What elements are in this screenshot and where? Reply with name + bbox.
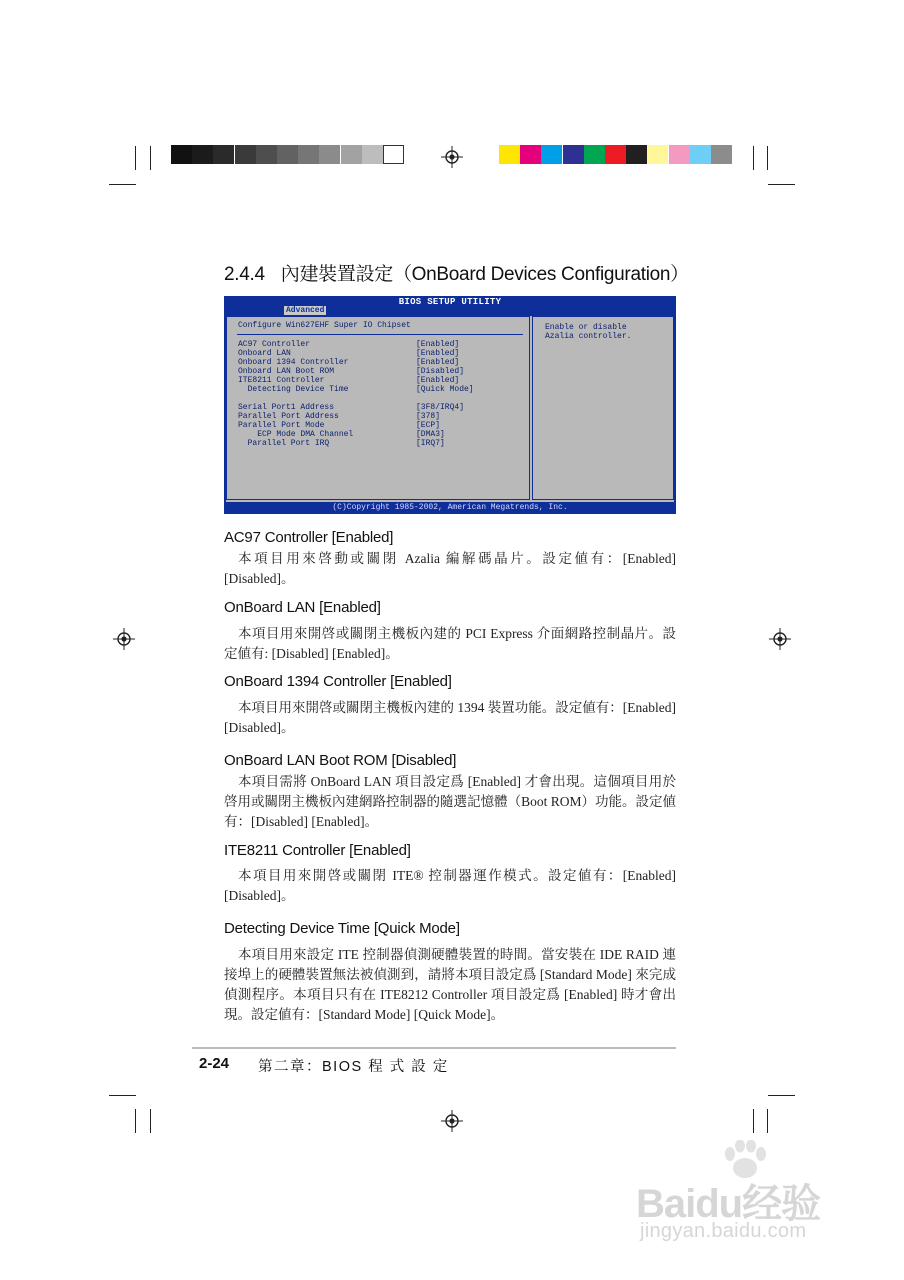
color-swatch (192, 145, 213, 164)
bios-setting-label: Onboard LAN Boot ROM (238, 367, 335, 376)
bios-setting-row[interactable] (238, 376, 528, 385)
footer-divider (192, 1047, 676, 1049)
bios-setting-label: Serial Port1 Address (238, 403, 335, 412)
color-swatch (319, 145, 340, 164)
bios-setting-row[interactable] (238, 412, 528, 421)
item-description: 本項目用來開啓或關閉主機板內建的 PCI Express 介面網路控制晶片。設定値有: [Disabled] [Enabled]。 (224, 626, 676, 661)
bios-setting-value[interactable]: [378] (416, 412, 441, 421)
bios-setting-label: Parallel Port Address (238, 412, 339, 421)
bios-setting-label: ITE8211 Controller (238, 376, 325, 385)
bios-help-text: Enable or disable Azalia controller. (545, 323, 632, 342)
color-swatch (171, 145, 192, 164)
bios-setting-value[interactable]: [Disabled] (416, 367, 465, 376)
item-description: 本項目用來開啓或關閉主機板內建的 1394 裝置功能。設定値有：[Enabled] [Disabled]。 (224, 700, 676, 735)
item-description: 本項目需將 OnBoard LAN 項目設定爲 [Enabled] 才會出現。這個項目用於啓用或關閉主機板內建網路控制器的隨選記憶體（Boot ROM）功能。設定値有：[Disabled] [Enabled]。 (224, 774, 676, 829)
bios-setting-label: Parallel Port IRQ (238, 439, 330, 448)
bios-setting-value[interactable]: [Enabled] (416, 340, 460, 349)
chapter-title: 第二章：BIOS 程 式 設 定 (258, 1059, 449, 1075)
bios-body (226, 316, 674, 502)
item-heading: AC97 Controller [Enabled] (224, 529, 394, 546)
color-swatch (711, 145, 732, 164)
color-swatch (213, 145, 234, 164)
bios-screen (224, 296, 676, 514)
item-heading: OnBoard LAN Boot ROM [Disabled] (224, 752, 457, 769)
color-swatch (669, 145, 690, 164)
bios-setting-row[interactable] (238, 385, 528, 394)
bios-setting-row[interactable] (238, 421, 528, 430)
bios-setting-value[interactable]: [Enabled] (416, 376, 460, 385)
bios-copyright: (C)Copyright 1985-2002, American Megatrends, Inc. (332, 503, 568, 512)
page-number: 2-24 (199, 1055, 230, 1072)
item-description: 本項目用來啓動或關閉 Azalia 編解碼晶片。設定値有：[Enabled] [Disabled]。 (224, 551, 676, 586)
color-swatch (690, 145, 711, 164)
color-swatch (298, 145, 319, 164)
color-swatch (383, 145, 404, 164)
watermark-url: jingyan.baidu.com (640, 1220, 807, 1242)
bios-utility-title: BIOS SETUP UTILITY (398, 297, 502, 307)
color-swatch (647, 145, 668, 164)
color-swatch (499, 145, 520, 164)
item-description: 本項目用來設定 ITE 控制器偵測硬體裝置的時間。當安裝在 IDE RAID 連接埠上的硬體裝置無法被偵測到，請將本項目設定爲 [Standard Mode] 來完成偵測程序。本項目只有在 ITE8212 Controller 項目設定爲 [Enabled] 時才會出現。設定値有：[Standard Mode] [Quick Mode]。 (224, 947, 676, 1022)
bios-help-panel (532, 316, 674, 500)
color-swatch (235, 145, 256, 164)
color-swatch (341, 145, 362, 164)
bios-setting-label: Detecting Device Time (238, 385, 349, 394)
bios-setting-value[interactable]: [ECP] (416, 421, 441, 430)
section-title: 內建裝置設定（OnBoard Devices Configuration） (280, 264, 689, 285)
bios-setting-row[interactable] (238, 403, 528, 412)
section-number: 2.4.4 (224, 264, 265, 285)
bios-main-panel (226, 316, 530, 500)
bios-setting-value[interactable]: [DMA3] (416, 430, 445, 439)
bios-setting-row[interactable] (238, 367, 528, 376)
color-swatch (520, 145, 541, 164)
registration-target-icon (441, 146, 463, 168)
item-heading: OnBoard 1394 Controller [Enabled] (224, 673, 452, 690)
color-swatch (362, 145, 383, 164)
bios-setting-row[interactable] (238, 349, 528, 358)
bios-setting-value[interactable]: [Quick Mode] (416, 385, 474, 394)
bios-setting-row[interactable] (238, 430, 528, 439)
item-description: 本項目用來開啓或關閉 ITE® 控制器運作模式。設定値有：[Enabled] [Disabled]。 (224, 868, 676, 903)
bios-setting-value[interactable]: [3F8/IRQ4] (416, 403, 465, 412)
registration-target-icon (441, 1110, 463, 1132)
bios-setting-row[interactable] (238, 340, 528, 349)
bios-setting-value[interactable]: [Enabled] (416, 349, 460, 358)
registration-target-icon (769, 628, 791, 650)
bios-setting-row[interactable] (238, 358, 528, 367)
item-heading: Detecting Device Time [Quick Mode] (224, 920, 460, 937)
bios-setting-value[interactable]: [Enabled] (416, 358, 460, 367)
bios-setting-label: AC97 Controller (238, 340, 311, 349)
bios-setting-label: Onboard LAN (238, 349, 291, 358)
color-swatch (584, 145, 605, 164)
bios-title-bar (224, 296, 676, 316)
bios-section-title: Configure Win627EHF Super IO Chipset (238, 321, 411, 330)
item-heading: OnBoard LAN [Enabled] (224, 599, 381, 616)
bios-divider (237, 334, 523, 335)
bios-setting-label: Onboard 1394 Controller (238, 358, 349, 367)
color-swatch (605, 145, 626, 164)
color-swatch (256, 145, 277, 164)
bios-tab-advanced[interactable]: Advanced (286, 306, 325, 315)
item-heading: ITE8211 Controller [Enabled] (224, 842, 411, 859)
watermark-logo: Baidu经验 (636, 1182, 821, 1226)
bios-setting-label: Parallel Port Mode (238, 421, 325, 430)
bios-setting-label: ECP Mode DMA Channel (238, 430, 354, 439)
section-heading (224, 259, 689, 286)
color-swatch (563, 145, 584, 164)
bios-setting-value[interactable]: [IRQ7] (416, 439, 445, 448)
registration-target-icon (113, 628, 135, 650)
bios-setting-row[interactable] (238, 439, 528, 448)
color-swatch (626, 145, 647, 164)
color-swatch (277, 145, 298, 164)
color-swatch (541, 145, 562, 164)
